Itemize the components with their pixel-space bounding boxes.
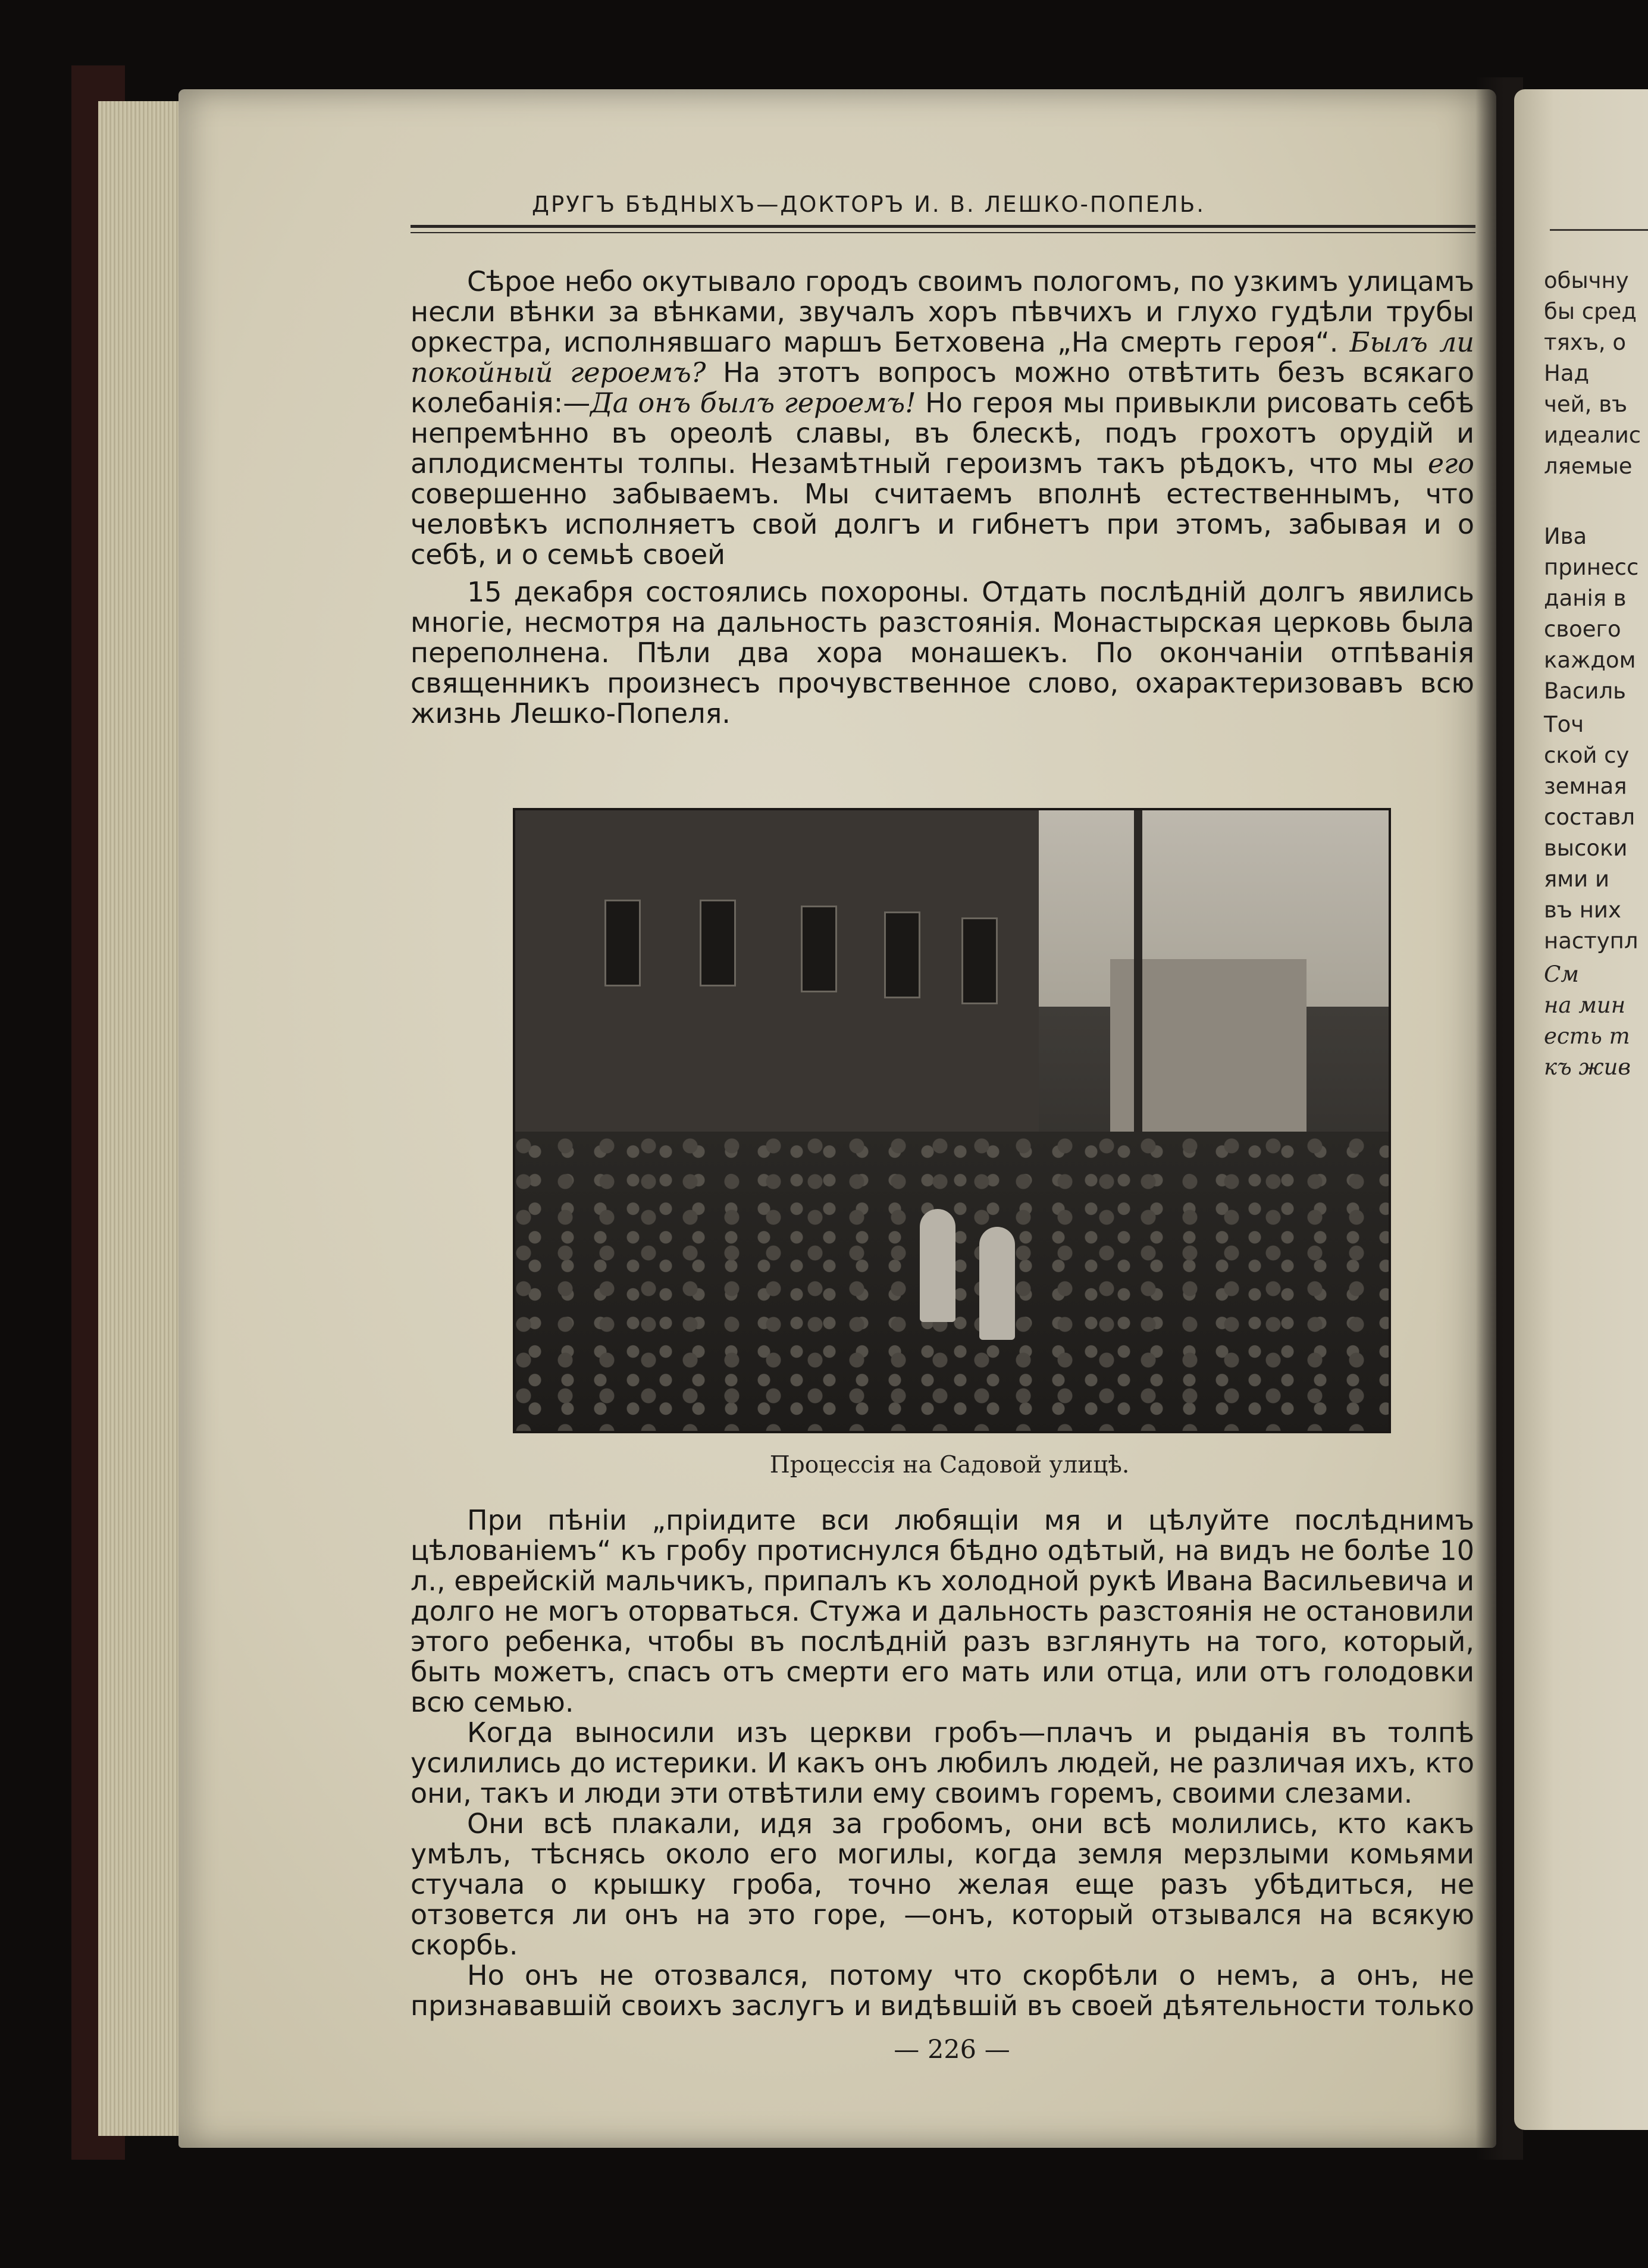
right-page-line: чей, въ (1544, 391, 1628, 417)
right-page-line: ляемые (1544, 453, 1633, 479)
right-page-line: См (1544, 961, 1579, 987)
text-block-bottom (411, 1505, 1474, 2021)
page-edges (98, 101, 187, 2136)
paragraph: При пѣніи „пріидите вси любящіи мя и цѣлуйте послѣднимъ цѣлованіемъ“ къ гробу протиснулся бѣдно одѣтый, на видъ не болѣе 10 л., еврейскій мальчикъ, припалъ къ холодной рукѣ Ивана Васильевича и долго не могъ оторваться. Стужа и дальность разстоянія не остановили этого ребенка, чтобы въ послѣдній разъ взглянуть на того, который, быть можетъ, спасъ отъ смерти его мать или отца, или отъ голодовки всю семью. (411, 1504, 1474, 1718)
page-number: — 226 — (894, 2035, 1010, 2065)
running-head: ДРУГЪ БѢДНЫХЪ—ДОКТОРЪ И. В. ЛЕШКО-ПОПЕЛЬ. (532, 192, 1205, 217)
right-page-line: Василь (1544, 678, 1626, 704)
photo-caption: Процессія на Садовой улицѣ. (769, 1452, 1130, 1478)
paragraph: 15 декабря состоялись похороны. Отдать послѣдній долгъ явились многіе, несмотря на дальность разстоянія. Монастырская церковь была переполнена. Пѣли два хора монашекъ. По окончаніи отпѣванія священникъ произнесъ прочувственное слово, охарактеризовавъ всю жизнь Лешко-Попеля. (411, 576, 1474, 729)
paragraph: Сѣрое небо окутывало городъ своимъ пологомъ, по узкимъ улицамъ несли вѣнки за вѣнками, звучалъ хоръ пѣвчихъ и глухо гудѣли трубы оркестра, исполнявшаго маршъ Бетховена „На смерть героя“. Былъ ли покойный героемъ? На этотъ вопросъ можно отвѣтить безъ всякаго колебанія:—Да онъ былъ героемъ! Но героя мы привыкли рисовать себѣ непремѣнно въ ореолѣ славы, въ блескѣ, подъ грохотъ орудій и аплодисменты толпы. Незамѣтный героизмъ такъ рѣдокъ, что мы его совершенно забываемъ. Мы считаемъ вполнѣ естественнымъ, что человѣкъ исполняетъ свой долгъ и гибнетъ при этомъ, забывая и о себѣ, и о семьѣ своей (411, 265, 1475, 571)
right-page-line: на мин (1544, 992, 1626, 1018)
right-page-line: Ива (1544, 524, 1587, 549)
right-page-line: обычну (1544, 268, 1629, 293)
paragraph: Они всѣ плакали, идя за гробомъ, они всѣ молились, кто какъ умѣлъ, тѣснясь около его могилы, когда земля мерзлыми комьями стучала о крышку гроба, точно желая еще разъ убѣдиться, не отзовется ли онъ на это горе, —онъ, который отзывался на всякую скорбь. (411, 1807, 1474, 1961)
right-page-line: земная (1544, 773, 1627, 799)
right-page-line: принесс (1544, 555, 1639, 580)
right-page-line: данія в (1544, 585, 1627, 611)
right-page-line: наступл (1544, 928, 1638, 954)
header-rule-thin (411, 232, 1475, 233)
right-page-line: въ них (1544, 897, 1621, 923)
right-page-line: есть т (1544, 1023, 1630, 1049)
header-rule (411, 225, 1475, 228)
right-page-line: къ жив (1544, 1054, 1631, 1080)
right-page-line: своего (1544, 616, 1621, 642)
right-page-line: каждом (1544, 647, 1636, 673)
right-page-line: Точ (1544, 712, 1584, 737)
right-page-line: бы сред (1544, 299, 1637, 324)
right-page-line: Над (1544, 361, 1590, 386)
paragraph: Но онъ не отозвался, потому что скорбѣли о немъ, а онъ, не признававшій своихъ заслугъ и видѣвшій въ своей дѣятельности только (411, 1959, 1474, 2022)
right-page (1514, 89, 1648, 2130)
text-block-top (411, 267, 1474, 729)
procession-photo (513, 808, 1391, 1433)
right-page-line: идеалис (1544, 422, 1641, 448)
right-page-line: ской су (1544, 743, 1630, 768)
right-page-line: ями и (1544, 866, 1610, 892)
right-page-line: составл (1544, 804, 1636, 830)
right-page-line: тяхъ, о (1544, 330, 1627, 355)
right-page-rule (1550, 229, 1648, 231)
right-page-line: высоки (1544, 835, 1628, 861)
paragraph: Когда выносили изъ церкви гробъ—плачъ и рыданія въ толпѣ усилились до истерики. И какъ онъ любилъ людей, не различая ихъ, кто они, такъ и люди эти отвѣтили ему своимъ горемъ, своими слезами. (411, 1716, 1474, 1809)
